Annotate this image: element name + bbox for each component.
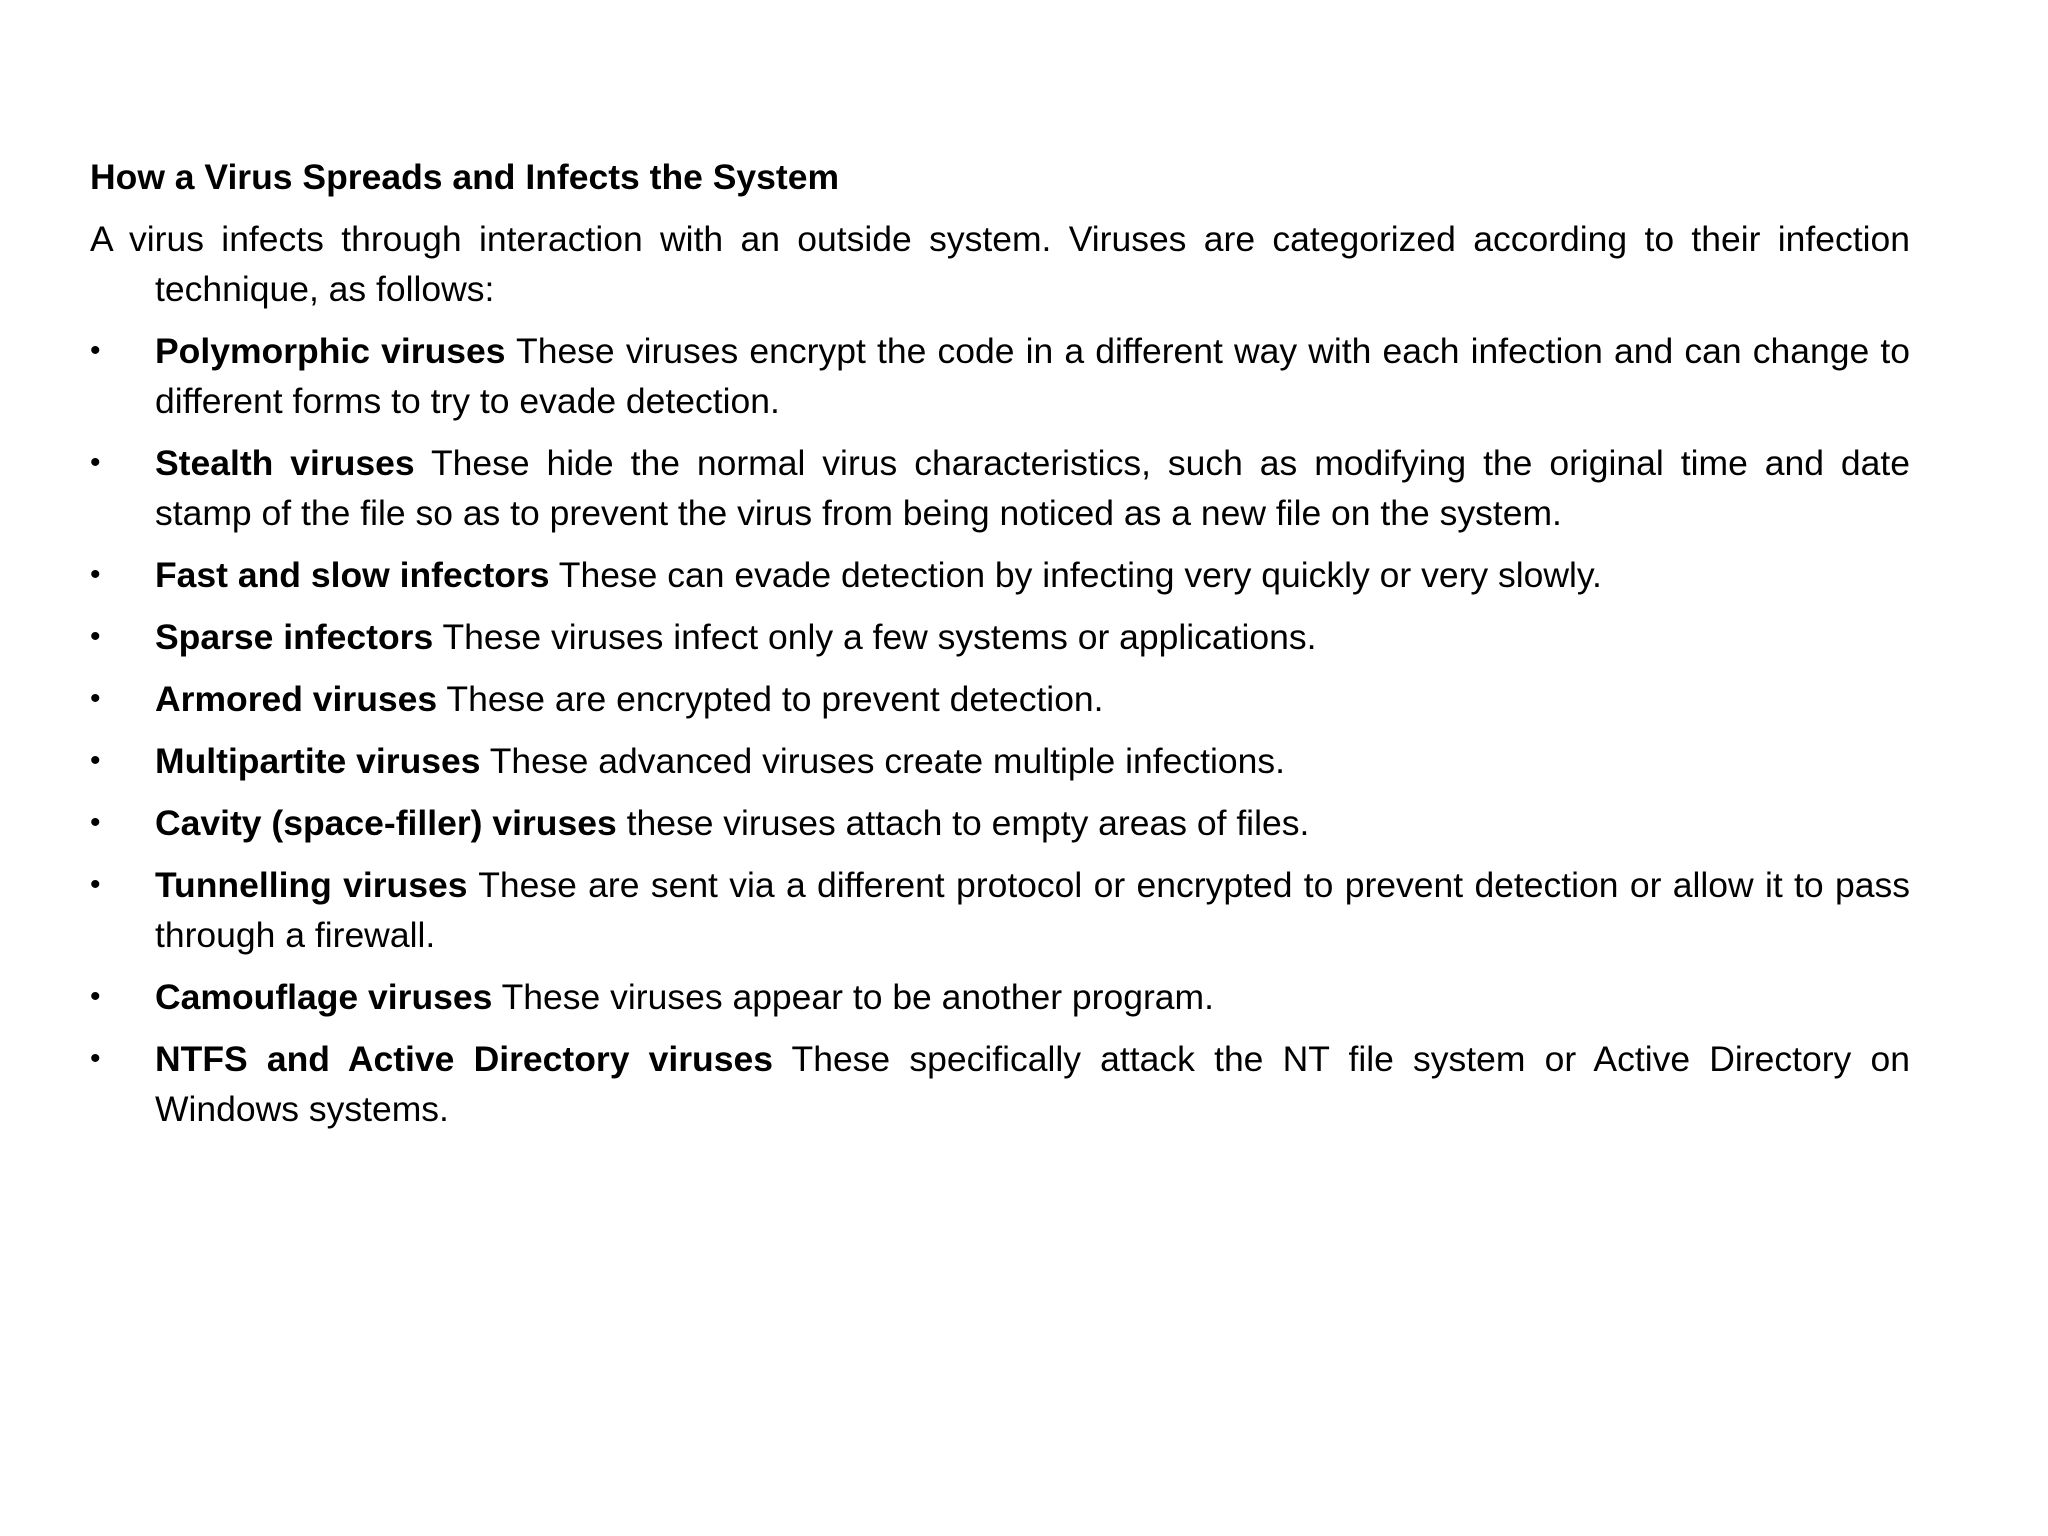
virus-description: These specifically attack the NT file system or Active Directory on Windows systems. (155, 1039, 1910, 1129)
virus-description: These viruses infect only a few systems or applications. (442, 617, 1317, 657)
list-item (90, 798, 1910, 848)
virus-term: Multipartite viruses (155, 741, 481, 781)
list-item (90, 438, 1910, 538)
list-item (90, 326, 1910, 426)
virus-term: Stealth viruses (155, 443, 415, 483)
virus-term: Fast and slow infectors (155, 555, 550, 595)
bullet-icon: • (90, 980, 101, 1013)
virus-description: These can evade detection by infecting very quickly or very slowly. (558, 555, 1602, 595)
virus-term: Cavity (space-filler) viruses (155, 803, 617, 843)
virus-term: Camouflage viruses (155, 977, 493, 1017)
bullet-icon: • (90, 620, 101, 653)
bullet-icon: • (90, 806, 101, 839)
virus-term: Tunnelling viruses (155, 865, 468, 905)
bullet-icon: • (90, 744, 101, 777)
list-item (90, 674, 1910, 724)
bullet-icon: • (90, 446, 101, 479)
virus-description: These viruses encrypt the code in a different way with each infection and can change to different forms to try to evade detection. (155, 331, 1911, 421)
bullet-icon: • (90, 334, 101, 367)
virus-type-list (90, 326, 1910, 1134)
bullet-icon: • (90, 868, 101, 901)
virus-description: These are sent via a different protocol or encrypted to prevent detection or allow it to pass through a firewall. (155, 865, 1910, 955)
virus-description: These viruses appear to be another program. (501, 977, 1214, 1017)
list-item (90, 1034, 1910, 1134)
list-item (90, 860, 1910, 960)
list-item (90, 612, 1910, 662)
intro-paragraph: A virus infects through interaction with an outside system. Viruses are categorized according to their infection technique, as follows: (90, 219, 1910, 309)
bullet-icon: • (90, 1042, 101, 1075)
virus-description: These advanced viruses create multiple infections. (489, 741, 1285, 781)
virus-term: Armored viruses (155, 679, 438, 719)
slide-content (90, 152, 1910, 1146)
virus-term: Polymorphic viruses (155, 331, 506, 371)
virus-term: Sparse infectors (155, 617, 434, 657)
virus-description: These hide the normal virus characteristics, such as modifying the original time and date stamp of the file so as to prevent the virus from being noticed as a new file on the system. (155, 443, 1910, 533)
bullet-icon: • (90, 682, 101, 715)
list-item (90, 736, 1910, 786)
list-item (90, 972, 1910, 1022)
virus-term: NTFS and Active Directory viruses (155, 1039, 773, 1079)
virus-description: these viruses attach to empty areas of files. (626, 803, 1310, 843)
bullet-icon: • (90, 558, 101, 591)
page-title: How a Virus Spreads and Infects the System (90, 157, 840, 197)
list-item (90, 550, 1910, 600)
virus-description: These are encrypted to prevent detection. (446, 679, 1104, 719)
